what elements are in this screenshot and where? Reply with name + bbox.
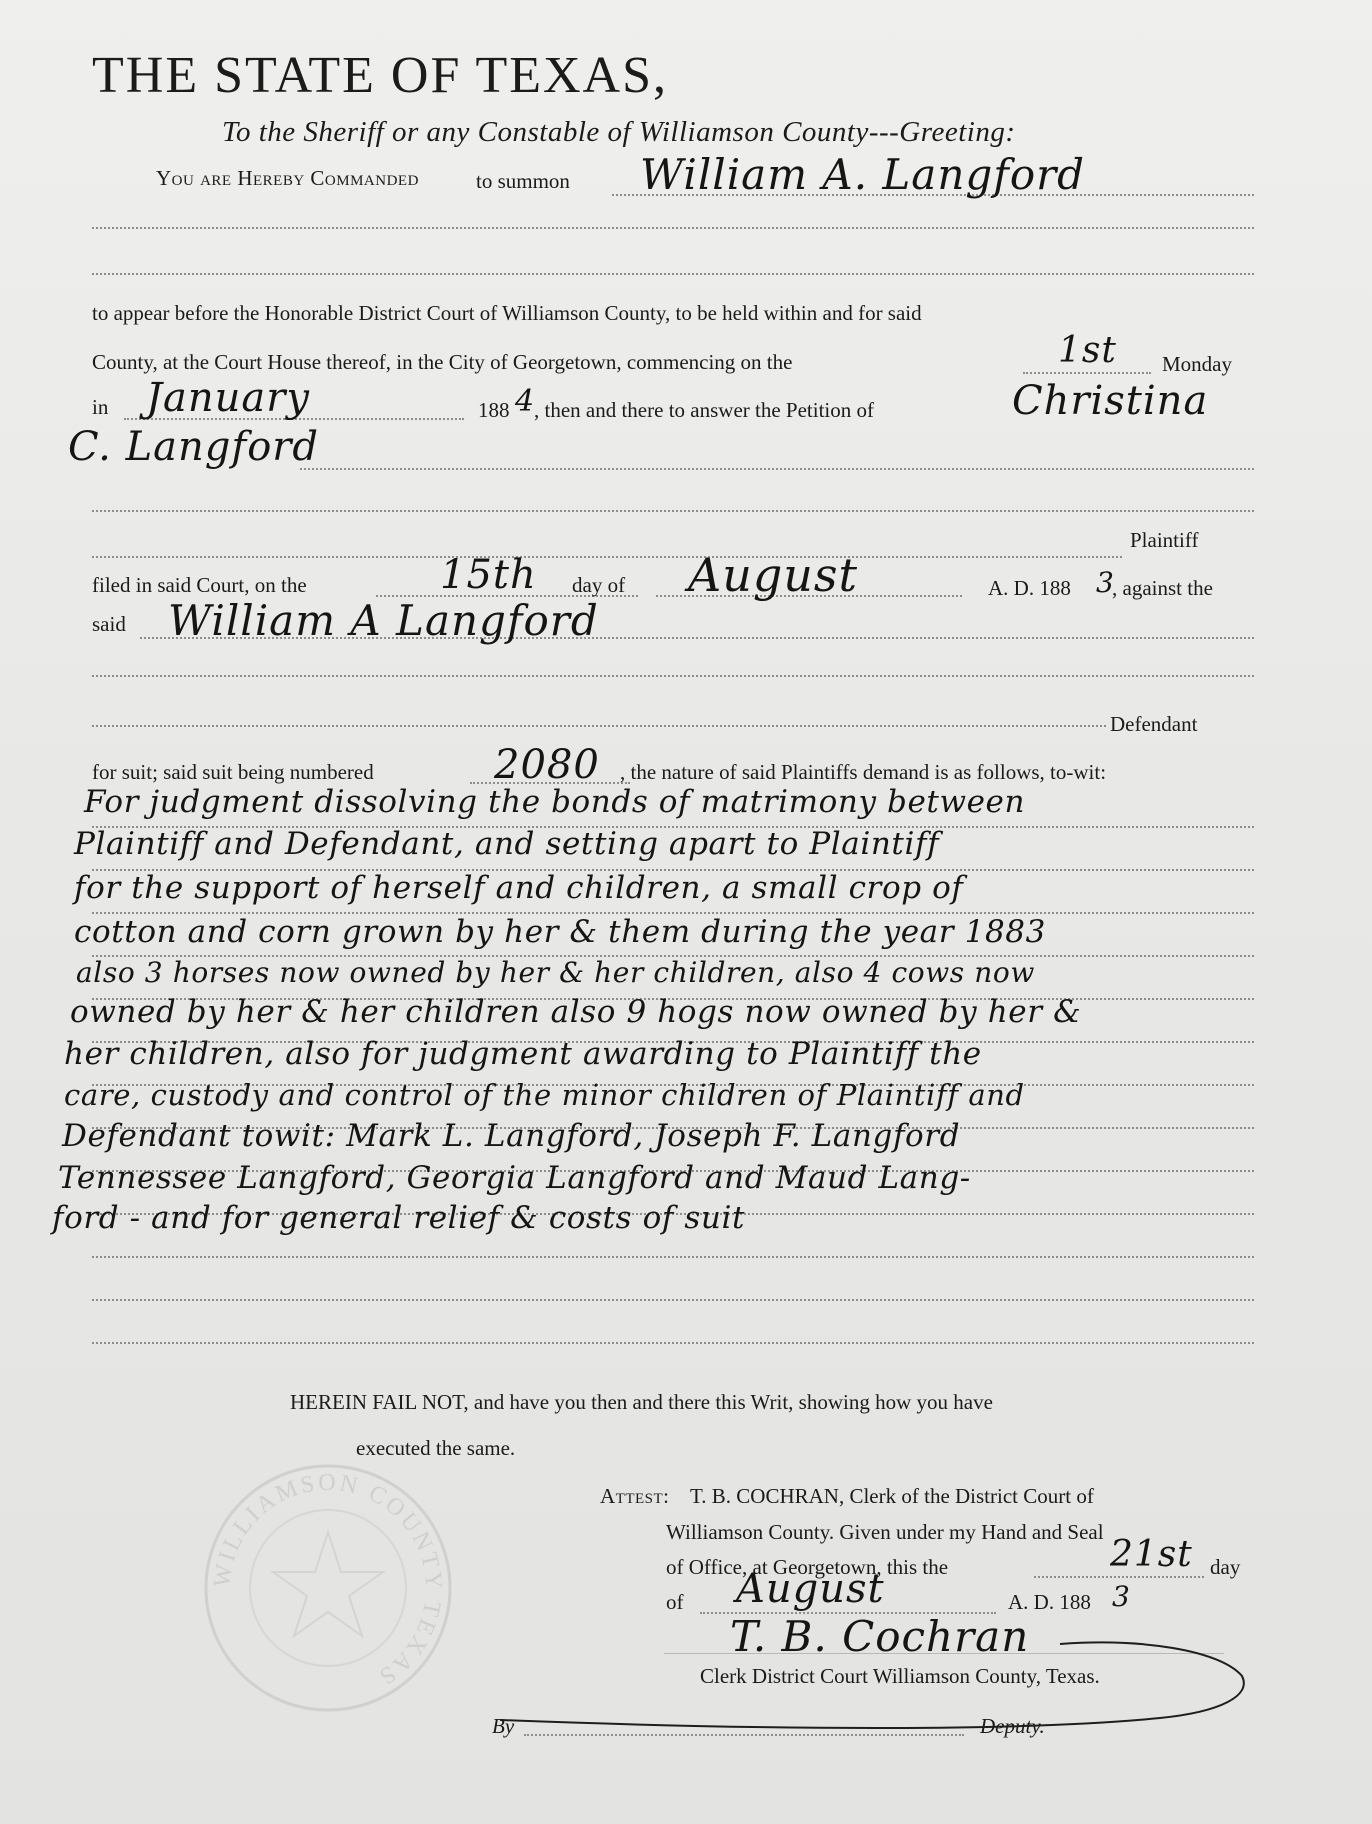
blank-line — [92, 227, 1254, 229]
clerk-signature-handwritten: T. B. Cochran — [730, 1612, 1030, 1661]
demand-text-line: owned by her & her children also 9 hogs now owned by her & — [70, 994, 1082, 1030]
day-of-label: day of — [572, 573, 626, 597]
demand-text-line: Plaintiff and Defendant, and setting apart to Plaintiff — [74, 826, 940, 862]
year-handwritten: 4 — [515, 384, 536, 419]
attest-day-fill-line — [1034, 1576, 1204, 1578]
attest-day-handwritten: 21st — [1110, 1534, 1193, 1575]
blank-line — [92, 675, 1254, 677]
defendant-name-handwritten: William A. Langford — [640, 150, 1086, 199]
in-label: in — [92, 395, 109, 419]
blank-line — [92, 273, 1254, 275]
command-lead: You are Hereby Commanded — [156, 166, 419, 190]
attest-month-handwritten: August — [736, 1566, 885, 1612]
against-label: , against the — [1112, 576, 1213, 600]
attest-line-3: of Office, at Georgetown, this the — [666, 1555, 949, 1579]
ad-label: A. D. 188 — [988, 576, 1071, 600]
attest-label: Attest: — [600, 1484, 670, 1508]
demand-text-line: ford - and for general relief & costs of suit — [52, 1200, 746, 1236]
attest-line-2: Williamson County. Given under my Hand and Seal — [666, 1520, 1104, 1544]
attest-year-handwritten: 3 — [1112, 1580, 1131, 1613]
blank-line — [300, 468, 1254, 470]
demand-line — [92, 1256, 1254, 1258]
said-label: said — [92, 612, 126, 636]
month-handwritten: January — [146, 375, 310, 421]
svg-text:WILLIAMSON COUNTY TEXAS — [209, 1470, 446, 1691]
blank-line — [92, 556, 1122, 558]
demand-text-line: For judgment dissolving the bonds of matrimony between — [84, 784, 1026, 820]
seal-ring-text: WILLIAMSON COUNTY TEXAS — [209, 1469, 447, 1691]
suit-number-label: for suit; said suit being numbered — [92, 760, 374, 784]
filed-day-handwritten: 15th — [440, 552, 537, 598]
demand-text-line: Tennessee Langford, Georgia Langford and Maud Lang- — [58, 1160, 971, 1196]
attest-day-label: day — [1210, 1555, 1241, 1579]
blank-line — [92, 510, 1254, 512]
filed-year-handwritten: 3 — [1096, 566, 1115, 599]
deputy-label: Deputy. — [980, 1714, 1045, 1738]
monday-label: Monday — [1162, 352, 1232, 376]
demand-text-line: care, custody and control of the minor children of Plaintiff and — [64, 1078, 1025, 1112]
ordinal-handwritten: 1st — [1058, 330, 1117, 371]
executed-line: executed the same. — [356, 1436, 516, 1460]
clerk-title: Clerk District Court Williamson County, Texas. — [700, 1664, 1100, 1688]
demand-text-line: cotton and corn grown by her & them during the year 1883 — [74, 914, 1046, 950]
demand-label: , the nature of said Plaintiffs demand is as follows, to-wit: — [620, 760, 1107, 784]
demand-line — [92, 1342, 1254, 1344]
filed-month-handwritten: August — [688, 548, 859, 602]
year-printed: 188 — [478, 398, 510, 422]
filed-defendant-handwritten: William A Langford — [168, 596, 599, 645]
appear-line-1: to appear before the Honorable District Court of Williamson County, to be held within and for said — [92, 301, 922, 325]
plaintiff-label: Plaintiff — [1130, 528, 1199, 552]
fail-not-line: HEREIN FAIL NOT, and have you then and there this Writ, showing how you have — [290, 1390, 993, 1414]
demand-line — [92, 1299, 1254, 1301]
demand-text-line: her children, also for judgment awarding to Plaintiff the — [64, 1036, 982, 1072]
blank-line — [92, 725, 1106, 727]
attest-ad-label: A. D. 188 — [1008, 1590, 1091, 1614]
demand-text-line: also 3 horses now owned by her & her children, also 4 cows now — [76, 956, 1035, 989]
document-title: THE STATE OF TEXAS, — [92, 47, 669, 104]
attest-line-1: T. B. COCHRAN, Clerk of the District Court of — [690, 1484, 1094, 1508]
summon-label: to summon — [476, 169, 570, 193]
plaintiff-name-handwritten-2: C. Langford — [68, 424, 319, 470]
deputy-fill-line — [524, 1734, 964, 1736]
greeting-line: To the Sheriff or any Constable of Williamson County---Greeting: — [222, 116, 1016, 148]
demand-text-line: Defendant towit: Mark L. Langford, Joseph F. Langford — [62, 1118, 961, 1154]
by-label: By — [492, 1714, 515, 1738]
filed-label: filed in said Court, on the — [92, 573, 307, 597]
plaintiff-name-handwritten-1: Christina — [1012, 378, 1209, 424]
appear-line-2: County, at the Court House thereof, in the City of Georgetown, commencing on the — [92, 350, 793, 374]
attest-of-label: of — [666, 1590, 684, 1614]
defendant-label: Defendant — [1110, 712, 1198, 736]
petition-label: , then and there to answer the Petition of — [534, 398, 874, 422]
demand-text-line: for the support of herself and children, a small crop of — [74, 870, 964, 906]
ordinal-fill-line — [1023, 372, 1151, 374]
suit-number-handwritten: 2080 — [494, 742, 600, 788]
county-seal — [200, 1460, 456, 1716]
